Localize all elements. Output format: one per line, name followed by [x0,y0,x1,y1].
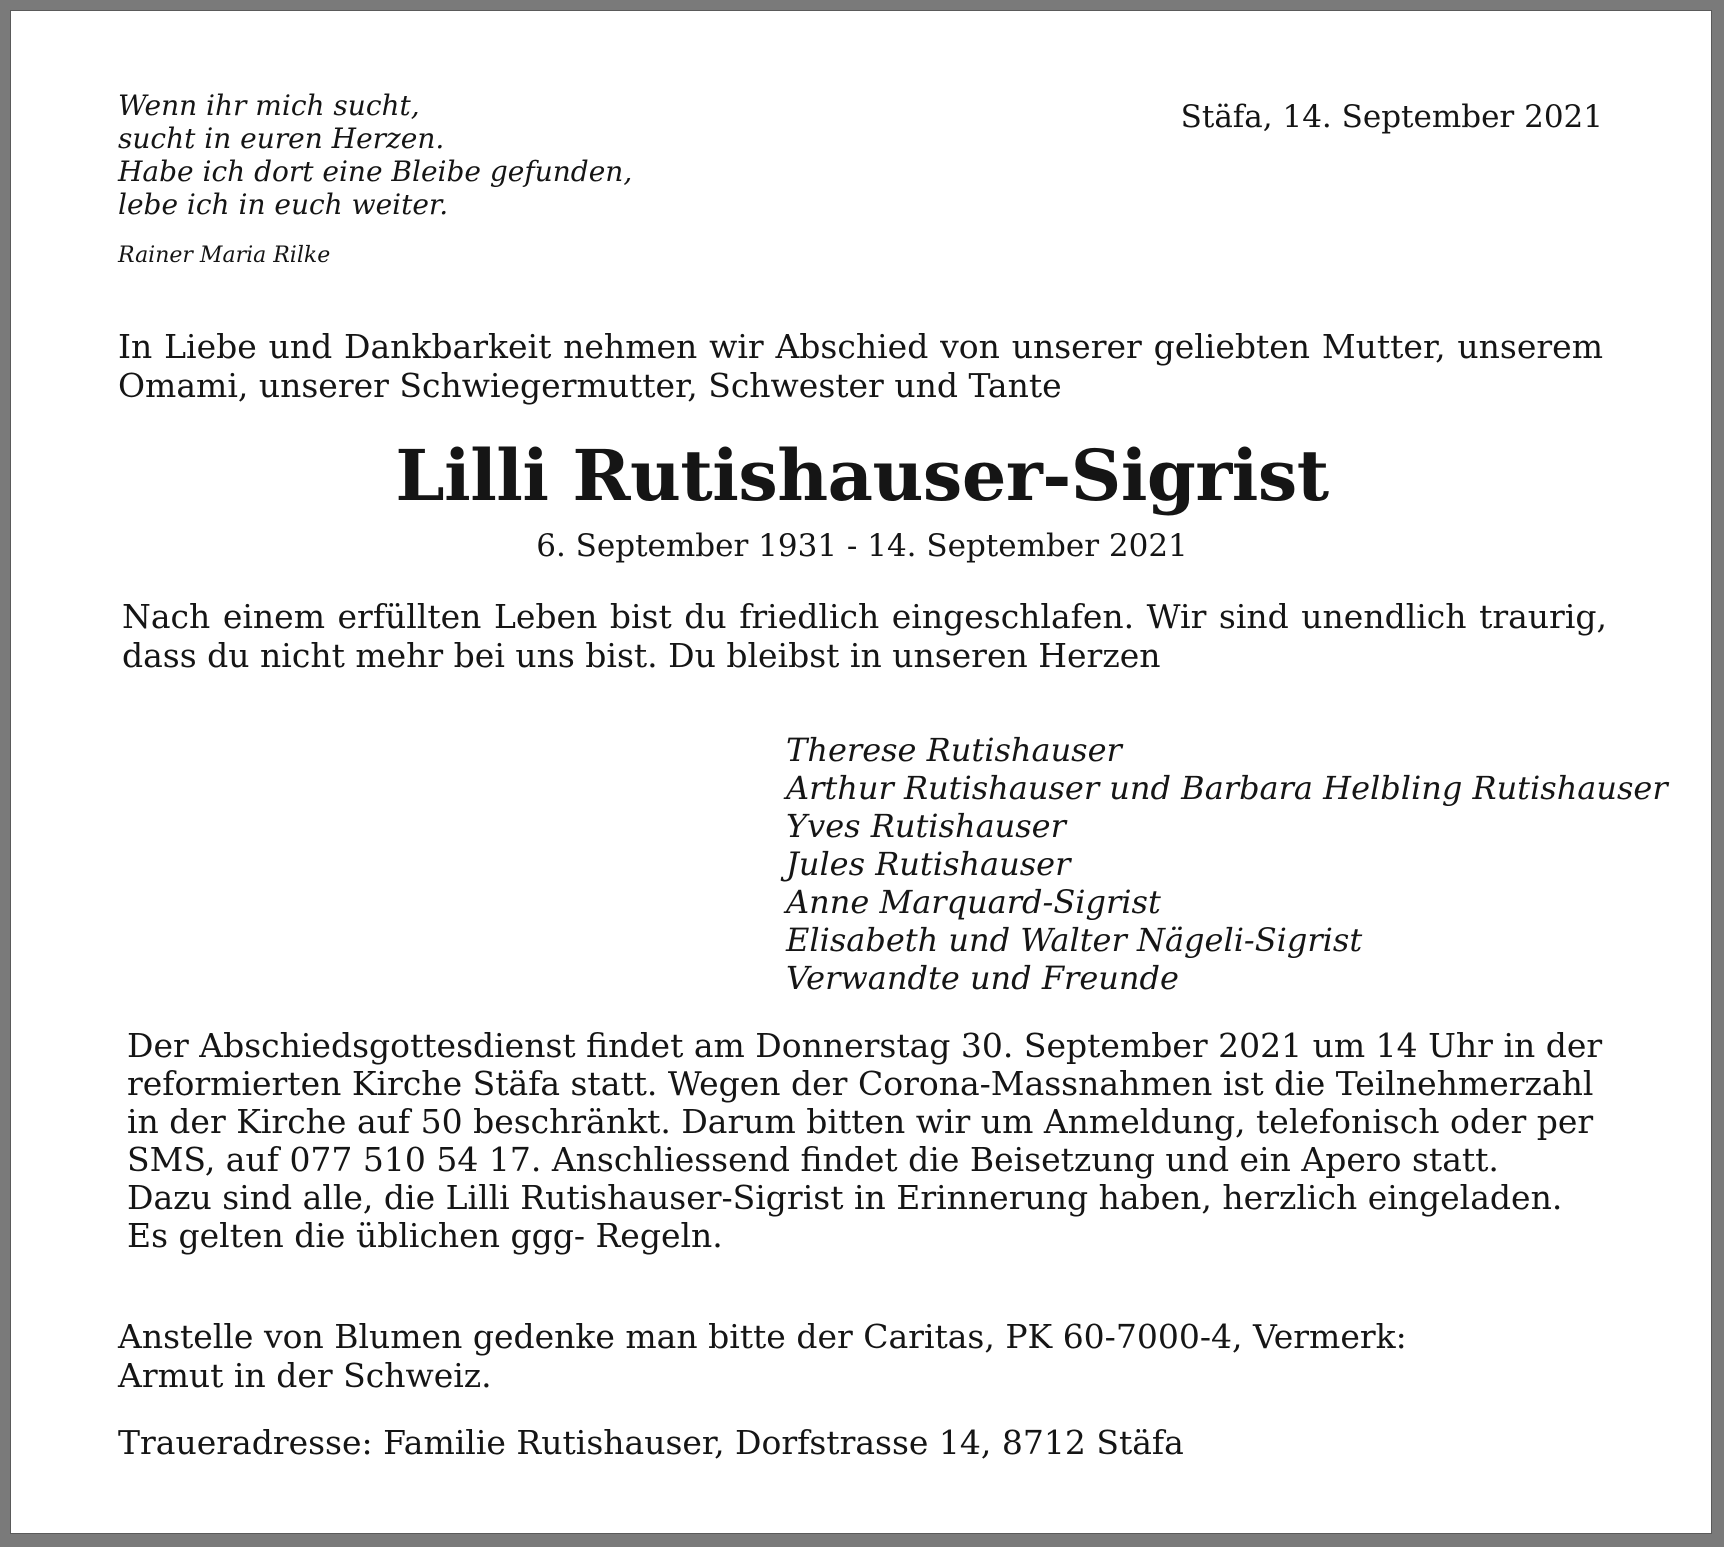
donation-note [118,1317,1618,1395]
mourning-address: Traueradresse: Familie Rutishauser, Dorfstrasse 14, 8712 Stäfa [118,1423,1184,1462]
mourner-name: Verwandte und Freunde [786,959,1179,997]
mourner-name: Anne Marquard-Sigrist [786,883,1161,921]
intro-text: In Liebe und Dankbarkeit nehmen wir Abschied von unserer geliebten Mutter, unserem Omami, unserer Schwiegermutter, Schwester und Tante [118,327,1603,405]
lifespan-dates: 6. September 1931 - 14. September 2021 [536,528,1188,564]
poem-line: Habe ich dort eine Bleibe gefunden, [118,155,633,188]
mourner-name: Elisabeth und Walter Nägeli-Sigrist [786,921,1363,959]
poem-line: Wenn ihr mich sucht, [118,89,420,122]
service-line: reformierten Kirche Stäfa statt. Wegen der Corona-Massnahmen ist die Teilnehmerzahl [127,1064,1594,1103]
donation-line: Armut in der Schweiz. [118,1356,492,1395]
service-line: Dazu sind alle, die Lilli Rutishauser-Sigrist in Erinnerung haben, herzlich eingeladen. [127,1178,1563,1217]
mourner-name: Yves Rutishauser [786,807,1066,845]
service-info [127,1027,1627,1255]
poem-line: lebe ich in euch weiter. [118,188,449,221]
donation-line: Anstelle von Blumen gedenke man bitte der Caritas, PK 60-7000-4, Vermerk: [118,1317,1407,1356]
date-line: Stäfa, 14. September 2021 [1180,99,1603,135]
obituary-page [10,10,1712,1534]
deceased-name: Lilli Rutishauser-Sigrist [395,434,1329,517]
poem-quote [118,89,758,221]
service-line: SMS, auf 077 510 54 17. Anschliessend findet die Beisetzung und ein Apero statt. [127,1140,1499,1179]
poem-author: Rainer Maria Rilke [118,243,331,268]
mourner-name: Therese Rutishauser [786,731,1122,769]
service-line: Der Abschiedsgottesdienst findet am Donnerstag 30. September 2021 um 14 Uhr in der [127,1026,1603,1065]
poem-line: sucht in euren Herzen. [118,122,445,155]
farewell-message: Nach einem erfüllten Leben bist du friedlich eingeschlafen. Wir sind unendlich traurig, dass du nicht mehr bei uns bist. Du bleibst in unseren Herzen [122,597,1607,675]
mourner-name: Arthur Rutishauser und Barbara Helbling Rutishauser [786,769,1668,807]
mourner-name: Jules Rutishauser [786,845,1071,883]
mourners-list [786,731,1668,997]
service-line: Es gelten die üblichen ggg- Regeln. [127,1216,723,1255]
service-line: in der Kirche auf 50 beschränkt. Darum bitten wir um Anmeldung, telefonisch oder per [127,1102,1594,1141]
